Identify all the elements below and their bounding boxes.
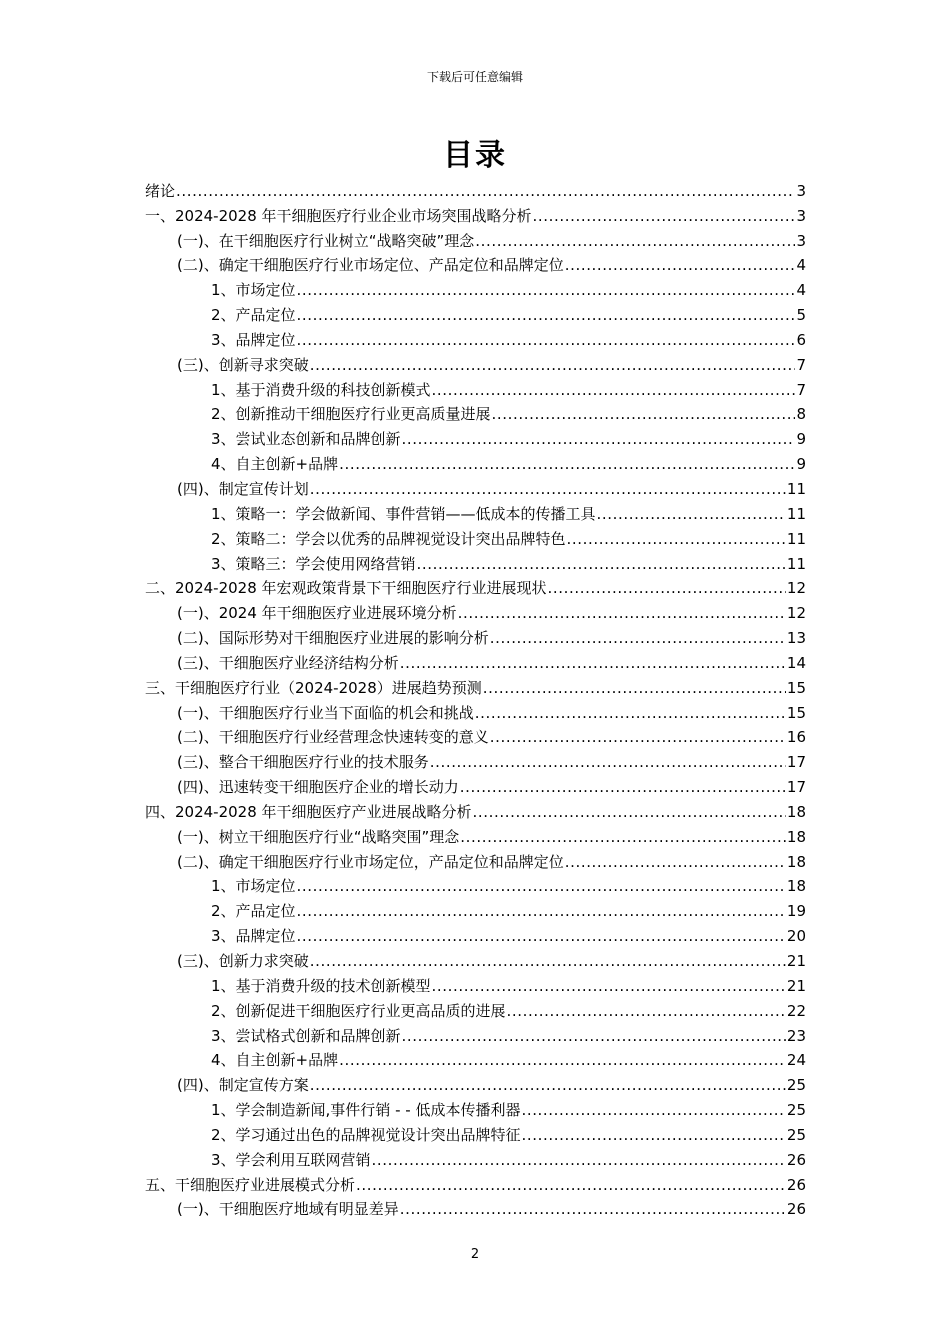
toc-entry-page: 25 [786,1101,806,1120]
toc-entry-label: 1、基于消费升级的科技创新模式 [211,380,431,399]
toc-entry[interactable] [145,176,806,201]
toc-entry-label: 3、策略三：学会使用网络营销 [211,554,416,573]
toc-entry-label: 1、策略一：学会做新闻、事件营销——低成本的传播工具 [211,504,596,523]
toc-entry[interactable] [145,350,806,375]
toc-entry-page: 17 [786,778,806,797]
toc-entry-page: 20 [786,927,806,946]
toc-entry-page: 8 [796,405,806,424]
toc-entry[interactable] [145,1021,806,1046]
toc-entry-label: 4、自主创新+品牌 [211,1051,339,1070]
toc-entry-label: 3、尝试业态创新和品牌创新 [211,430,401,449]
toc-entry-page: 3 [796,181,806,200]
toc-entry[interactable] [145,847,806,872]
table-of-contents [145,176,806,1219]
toc-entry-page: 7 [796,355,806,374]
toc-dot-leader [507,1001,786,1021]
toc-entry-label: 2、学习通过出色的品牌视觉设计突出品牌特征 [211,1125,521,1144]
toc-entry-label: 四、2024-2028 年干细胞医疗产业进展战略分析 [145,802,472,821]
toc-entry-page: 6 [796,330,806,349]
toc-entry-label: (三)、整合干细胞医疗行业的技术服务 [177,753,429,772]
toc-dot-leader [400,1199,786,1219]
toc-entry[interactable] [145,797,806,822]
toc-entry-label: 二、2024-2028 年宏观政策背景下干细胞医疗行业进展现状 [145,579,547,598]
toc-entry-label: (二)、确定干细胞医疗行业市场定位、产品定位和品牌定位 [177,256,564,275]
toc-entry-page: 25 [786,1125,806,1144]
toc-entry-page: 21 [786,952,806,970]
toc-entry-label: 3、尝试格式创新和品牌创新 [211,1026,401,1045]
toc-dot-leader [176,181,795,201]
toc-entry-label: 2、策略二：学会以优秀的品牌视觉设计突出品牌特色 [211,529,566,548]
toc-dot-leader [458,603,786,623]
toc-entry[interactable] [145,698,806,723]
toc-entry-page: 4 [796,256,806,275]
toc-entry[interactable] [145,449,806,474]
toc-dot-leader [460,827,786,847]
toc-entry-page: 3 [796,231,806,250]
toc-entry-page: 9 [796,430,806,449]
toc-entry[interactable] [145,201,806,226]
toc-entry[interactable] [145,1046,806,1071]
toc-entry-label: 3、学会利用互联网营销 [211,1150,371,1169]
toc-entry-page: 16 [786,728,806,747]
toc-entry[interactable] [145,946,806,971]
toc-entry-page: 11 [786,479,806,498]
toc-entry[interactable] [145,971,806,996]
toc-entry-label: (一)、干细胞医疗行业当下面临的机会和挑战 [177,703,474,722]
toc-dot-leader [297,330,796,350]
toc-entry[interactable] [145,772,806,797]
toc-dot-leader [297,280,796,300]
toc-entry-label: (一)、干细胞医疗地域有明显差异 [177,1200,399,1219]
toc-entry-page: 18 [786,852,806,871]
toc-entry[interactable] [145,673,806,698]
toc-entry-page: 13 [786,629,806,648]
toc-dot-leader [473,802,786,822]
toc-dot-leader [567,529,786,549]
toc-entry[interactable] [145,822,806,847]
toc-entry[interactable] [145,474,806,499]
toc-entry[interactable] [145,1070,806,1095]
toc-dot-leader [597,504,786,524]
toc-entry-page: 18 [786,827,806,846]
toc-entry-page: 22 [786,1001,806,1020]
toc-entry-label: (四)、制定宣传计划 [177,479,309,498]
toc-entry-page: 5 [796,306,806,325]
toc-entry[interactable] [145,1095,806,1120]
toc-entry-label: (三)、创新力求突破 [177,952,309,970]
toc-entry-page: 12 [786,579,806,598]
toc-entry-label: 1、市场定位 [211,281,296,300]
toc-entry-page: 9 [796,455,806,474]
toc-entry-label: 1、基于消费升级的技术创新模型 [211,976,431,995]
toc-entry-page: 26 [786,1200,806,1219]
toc-dot-leader [492,404,796,424]
toc-entry-page: 24 [786,1051,806,1070]
toc-dot-leader [310,951,786,971]
toc-entry[interactable] [145,400,806,425]
toc-entry-page: 17 [786,753,806,772]
toc-dot-leader [432,976,786,996]
toc-dot-leader [310,479,786,499]
toc-entry-page: 15 [786,703,806,722]
toc-dot-leader [522,1125,786,1145]
toc-dot-leader [400,653,786,673]
toc-entry-label: 4、自主创新+品牌 [211,455,339,474]
toc-dot-leader [310,1075,786,1095]
toc-entry-page: 18 [786,877,806,896]
toc-entry-label: (四)、制定宣传方案 [177,1076,309,1095]
toc-entry[interactable] [145,375,806,400]
toc-entry-label: (三)、干细胞医疗业经济结构分析 [177,653,399,672]
toc-dot-leader [533,206,796,226]
toc-entry-label: 3、品牌定位 [211,330,296,349]
toc-entry-label: 3、品牌定位 [211,927,296,946]
toc-dot-leader [297,901,786,921]
toc-entry-page: 21 [786,976,806,995]
toc-entry[interactable] [145,275,806,300]
toc-entry-label: (四)、迅速转变干细胞医疗企业的增长动力 [177,778,459,797]
toc-entry[interactable] [145,896,806,921]
toc-entry-label: (三)、创新寻求突破 [177,355,309,374]
toc-entry[interactable] [145,648,806,673]
toc-entry-page: 14 [786,653,806,672]
toc-entry-label: (一)、2024 年干细胞医疗业进展环境分析 [177,604,457,623]
toc-entry-page: 26 [786,1175,806,1194]
toc-entry-page: 23 [786,1026,806,1045]
toc-entry-page: 4 [796,281,806,300]
toc-entry-label: (一)、在干细胞医疗行业树立“战略突破”理念 [177,231,475,250]
toc-entry[interactable] [145,598,806,623]
page-number: 2 [470,1247,480,1262]
toc-entry[interactable] [145,424,806,449]
toc-dot-leader [372,1150,786,1170]
toc-dot-leader [432,380,796,400]
toc-dot-leader [565,255,796,275]
toc-dot-leader [339,454,795,474]
toc-entry-label: 2、产品定位 [211,306,296,325]
toc-entry-label: 2、产品定位 [211,902,296,921]
toc-dot-leader [430,752,786,772]
toc-entry-page: 19 [786,902,806,921]
toc-entry-page: 11 [786,529,806,548]
toc-entry[interactable] [145,623,806,648]
toc-entry[interactable] [145,1170,806,1195]
toc-entry-label: 绪论 [145,181,176,200]
toc-entry-page: 7 [796,380,806,399]
toc-entry[interactable] [145,524,806,549]
toc-entry[interactable] [145,921,806,946]
toc-entry[interactable] [145,1120,806,1145]
toc-dot-leader [521,1100,785,1120]
toc-entry-label: 一、2024-2028 年干细胞医疗行业企业市场突围战略分析 [145,206,532,225]
toc-entry[interactable] [145,872,806,897]
toc-entry-label: 五、干细胞医疗业进展模式分析 [145,1175,356,1194]
toc-dot-leader [490,628,786,648]
toc-dot-leader [297,305,796,325]
toc-entry[interactable] [145,723,806,748]
toc-entry-page: 3 [796,206,806,225]
toc-dot-leader [417,554,786,574]
toc-dot-leader [460,777,786,797]
toc-entry-label: (二)、国际形势对干细胞医疗业进展的影响分析 [177,629,489,648]
toc-entry[interactable] [145,1145,806,1170]
toc-entry[interactable] [145,226,806,251]
page-header: 下载后可任意编辑 [426,70,523,84]
toc-entry[interactable] [145,1195,806,1220]
toc-entry-label: 1、市场定位 [211,877,296,896]
toc-title: 目录 [443,138,507,173]
toc-entry-label: 三、干细胞医疗行业（2024-2028）进展趋势预测 [145,678,482,697]
toc-entry-page: 12 [786,604,806,623]
toc-entry-page: 18 [786,802,806,821]
toc-dot-leader [483,678,786,698]
toc-dot-leader [297,926,786,946]
toc-entry[interactable] [145,251,806,276]
toc-entry[interactable] [145,996,806,1021]
toc-dot-leader [565,852,786,872]
toc-entry-label: (二)、干细胞医疗行业经营理念快速转变的意义 [177,728,489,747]
toc-entry-label: 2、创新推动干细胞医疗行业更高质量进展 [211,405,491,424]
toc-entry-page: 11 [786,554,806,573]
toc-dot-leader [402,429,796,449]
toc-dot-leader [490,727,786,747]
toc-dot-leader [339,1050,786,1070]
toc-dot-leader [310,355,796,375]
toc-dot-leader [297,876,786,896]
toc-entry-label: 2、创新促进干细胞医疗行业更高品质的进展 [211,1001,506,1020]
toc-entry-label: (一)、树立干细胞医疗行业“战略突围”理念 [177,827,460,846]
toc-entry[interactable] [145,549,806,574]
toc-entry-label: 1、学会制造新闻,事件行销 - - 低成本传播利器 [211,1101,521,1120]
toc-entry[interactable] [145,325,806,350]
toc-entry-page: 25 [786,1076,806,1095]
toc-entry-page: 26 [786,1150,806,1169]
toc-entry[interactable] [145,574,806,599]
toc-dot-leader [402,1026,786,1046]
toc-entry-page: 15 [786,678,806,697]
toc-entry-label: (二)、确定干细胞医疗行业市场定位，产品定位和品牌定位 [177,852,564,871]
toc-dot-leader [475,231,795,251]
toc-entry[interactable] [145,300,806,325]
toc-dot-leader [548,578,786,598]
toc-dot-leader [475,703,786,723]
toc-dot-leader [356,1175,786,1195]
toc-entry[interactable] [145,499,806,524]
toc-entry[interactable] [145,747,806,772]
toc-entry-page: 11 [786,504,806,523]
